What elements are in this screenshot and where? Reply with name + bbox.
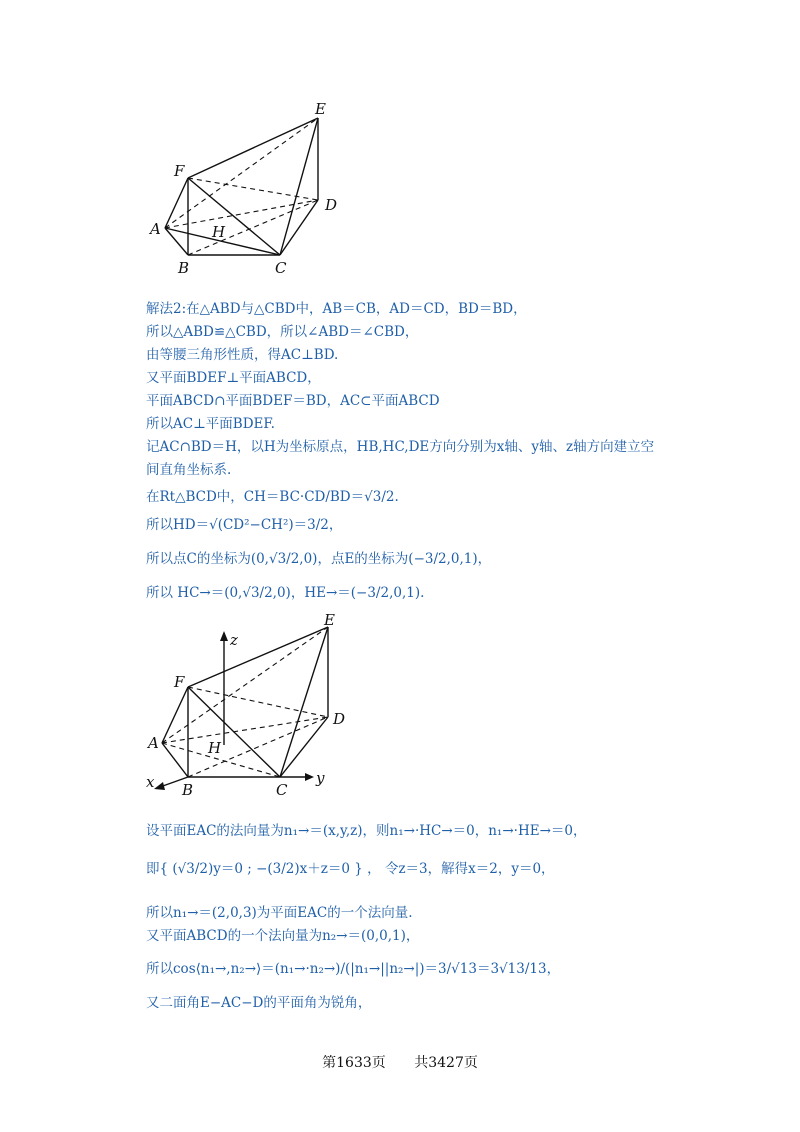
edge-AE-hidden — [165, 118, 318, 228]
label-F: F — [174, 673, 185, 691]
edge-FE — [188, 627, 328, 687]
label-axis-y: y — [316, 769, 325, 787]
edge-AB — [162, 743, 188, 777]
label-H: H — [208, 739, 222, 757]
label-C: C — [276, 781, 288, 799]
label-B: B — [178, 259, 190, 277]
label-A: A — [150, 220, 161, 238]
figure-polyhedron-1 — [140, 100, 360, 280]
solution-line: 所以点C的坐标为(0,√3/2,0)，点E的坐标为(−3/2,0,1)， — [146, 551, 492, 567]
edge-EC — [280, 627, 328, 777]
edge-FE — [188, 118, 318, 178]
solution-line: 又平面ABCD的一个法向量为n₂→＝(0,0,1)， — [146, 928, 420, 944]
solution-line: 间直角坐标系. — [146, 462, 232, 478]
solution-line: 所以 HC→＝(0,√3/2,0)，HE→＝(−3/2,0,1). — [146, 585, 425, 601]
label-A: A — [148, 734, 159, 752]
page-footer — [0, 1052, 800, 1072]
page-total: 共3427页 — [414, 1055, 478, 1071]
solution-line: 又二面角E−AC−D的平面角为锐角， — [146, 995, 372, 1011]
label-D: D — [333, 710, 346, 728]
solution-line: 又平面BDEF⊥平面ABCD， — [146, 370, 321, 386]
solution-line: 解法2:在△ABD与△CBD中，AB＝CB，AD＝CD，BD＝BD， — [146, 301, 527, 317]
label-axis-z: z — [230, 631, 238, 649]
edge-EC — [280, 118, 318, 255]
label-axis-x: x — [146, 773, 155, 791]
edge-AD-hidden — [162, 717, 328, 743]
solution-line: 由等腰三角形性质，得AC⊥BD. — [146, 347, 339, 363]
label-D: D — [325, 196, 338, 214]
solution-line: 记AC∩BD＝H，以H为坐标原点，HB,HC,DE方向分别为x轴、y轴、z轴方向建立空 — [146, 439, 655, 455]
figure-1-svg — [140, 100, 360, 280]
label-B: B — [182, 781, 194, 799]
figure-2-svg — [140, 611, 360, 800]
axis-y-arrow — [305, 773, 314, 781]
label-F: F — [174, 162, 185, 180]
solution-line: 在Rt△BCD中，CH＝BC·CD/BD＝√3/2. — [146, 489, 399, 505]
edge-FA — [162, 687, 188, 743]
label-E: E — [324, 611, 335, 629]
edge-AE-hidden — [162, 627, 328, 743]
solution-line: 所以cos⟨n₁→,n₂→⟩＝(n₁→·n₂→)/(|n₁→||n₂→|)＝3/√13＝3√13/13， — [146, 961, 561, 977]
edge-DC — [280, 717, 328, 777]
label-C: C — [275, 259, 287, 277]
page-number: 第1633页 — [322, 1055, 386, 1071]
figure-polyhedron-2 — [140, 611, 360, 800]
axis-z-arrow — [220, 631, 228, 641]
solution-line: 所以AC⊥平面BDEF. — [146, 416, 275, 432]
solution-line: 设平面EAC的法向量为n₁→＝(x,y,z)，则n₁→·HC→＝0，n₁→·HE→＝0， — [146, 823, 587, 839]
label-H: H — [212, 223, 226, 241]
solution-line: 即{ (√3/2)y＝0 ; −(3/2)x＋z＝0 } ， 令z＝3，解得x＝2，y＝0， — [146, 861, 555, 877]
axis-x-arrow — [154, 782, 165, 790]
solution-line: 所以△ABD≌△CBD，所以∠ABD＝∠CBD， — [146, 324, 419, 340]
solution-line: 平面ABCD∩平面BDEF＝BD，AC⊂平面ABCD — [146, 393, 440, 409]
solution-line: 所以HD＝√(CD²−CH²)＝3/2， — [146, 517, 343, 533]
edge-FA — [165, 178, 188, 228]
solution-line: 所以n₁→＝(2,0,3)为平面EAC的一个法向量. — [146, 905, 413, 921]
edge-FC — [188, 178, 280, 255]
label-E: E — [315, 100, 326, 118]
